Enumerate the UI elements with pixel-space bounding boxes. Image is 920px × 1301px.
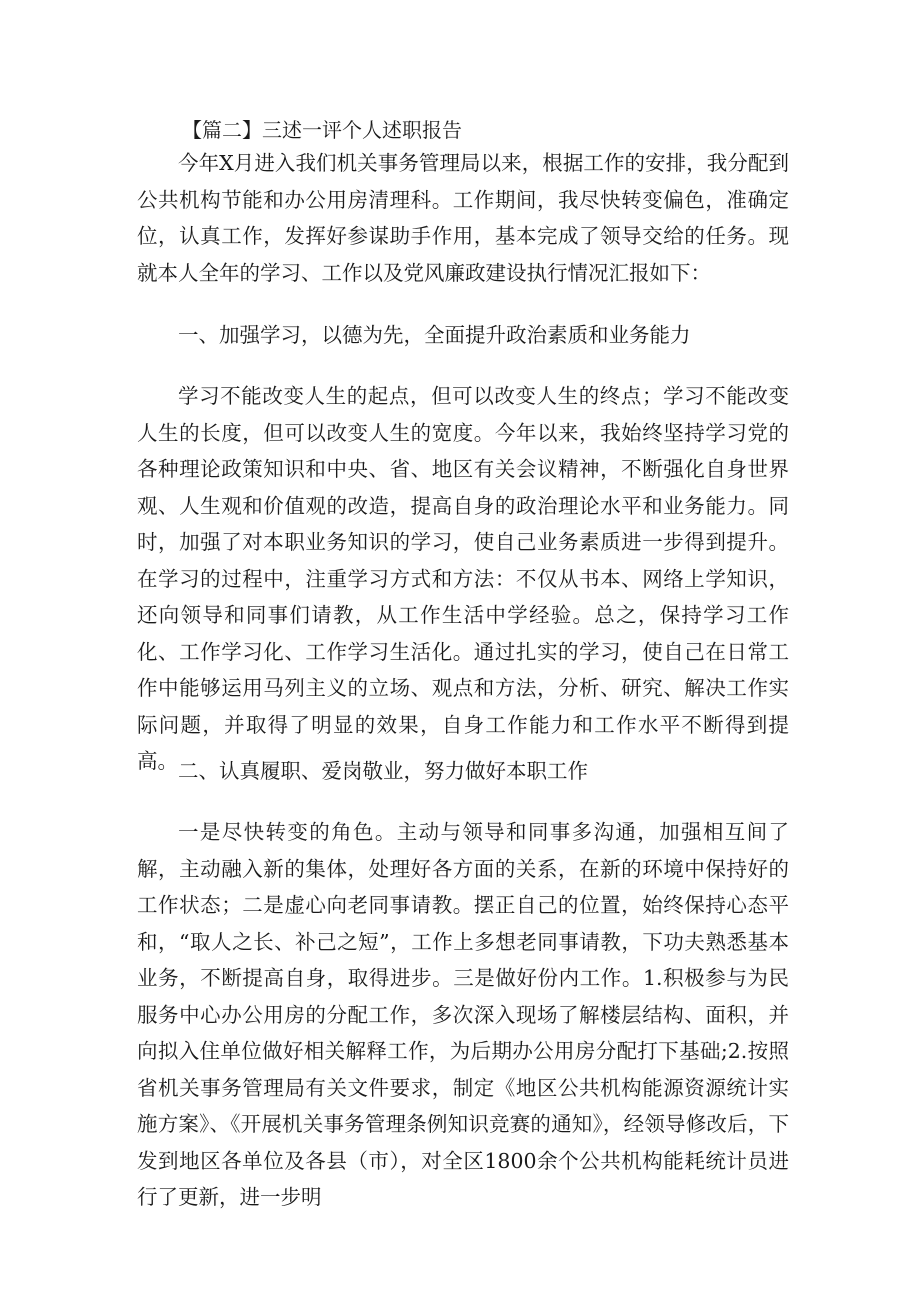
section-heading-1: 一、加强学习，以德为先，全面提升政治素质和业务能力 bbox=[178, 323, 691, 347]
document-title: 【篇二】三述一评个人述职报告 bbox=[182, 118, 462, 142]
section-heading-2: 二、认真履职、爱岗敬业，努力做好本职工作 bbox=[178, 759, 588, 783]
intro-paragraph: 今年X月进入我们机关事务管理局以来，根据工作的安排，我分配到公共机构节能和办公用房清理科。工作期间，我尽快转变偏色，准确定位，认真工作，发挥好参谋助手作用，基本完成了领导交给的任务。现就本人全年的学习、工作以及党风廉政建设执行情况汇报如下： bbox=[137, 151, 789, 285]
section-2-paragraph: 一是尽快转变的角色。主动与领导和同事多沟通，加强相互间了解，主动融入新的集体，处理好各方面的关系，在新的环境中保持好的工作状态；二是虚心向老同事请教。摆正自己的位置，始终保持心态平和，“取人之长、补己之短”，工作上多想老同事请教，下功夫熟悉基本业务，不断提高自身，取得进步。三是做好份内工作。1.积极参与为民服务中心办公用房的分配工作，多次深入现场了解楼层结构、面积，并向拟入住单位做好相关解释工作，为后期办公用房分配打下基础;2.按照省机关事务管理局有关文件要求，制定《地区公共机构能源资源统计实施方案》、《开展机关事务管理条例知识竞赛的通知》，经领导修改后，下发到地区各单位及各县（市），对全区1800余个公共机构能耗统计员进行了更新，进一步明 bbox=[137, 820, 789, 1209]
section-1-paragraph: 学习不能改变人生的起点，但可以改变人生的终点；学习不能改变人生的长度，但可以改变人生的宽度。今年以来，我始终坚持学习党的各种理论政策知识和中央、省、地区有关会议精神，不断强化自身世界观、人生观和价值观的改造，提高自身的政治理论水平和业务能力。同时，加强了对本职业务知识的学习，使自己业务素质进一步得到提升。在学习的过程中，注重学习方式和方法：不仅从书本、网络上学知识，还向领导和同事们请教，从工作生活中学经验。总之，保持学习工作化、工作学习化、工作学习生活化。通过扎实的学习，使自己在日常工作中能够运用马列主义的立场、观点和方法，分析、研究、解决工作实际问题，并取得了明显的效果，自身工作能力和工作水平不断得到提高。 bbox=[137, 384, 789, 773]
